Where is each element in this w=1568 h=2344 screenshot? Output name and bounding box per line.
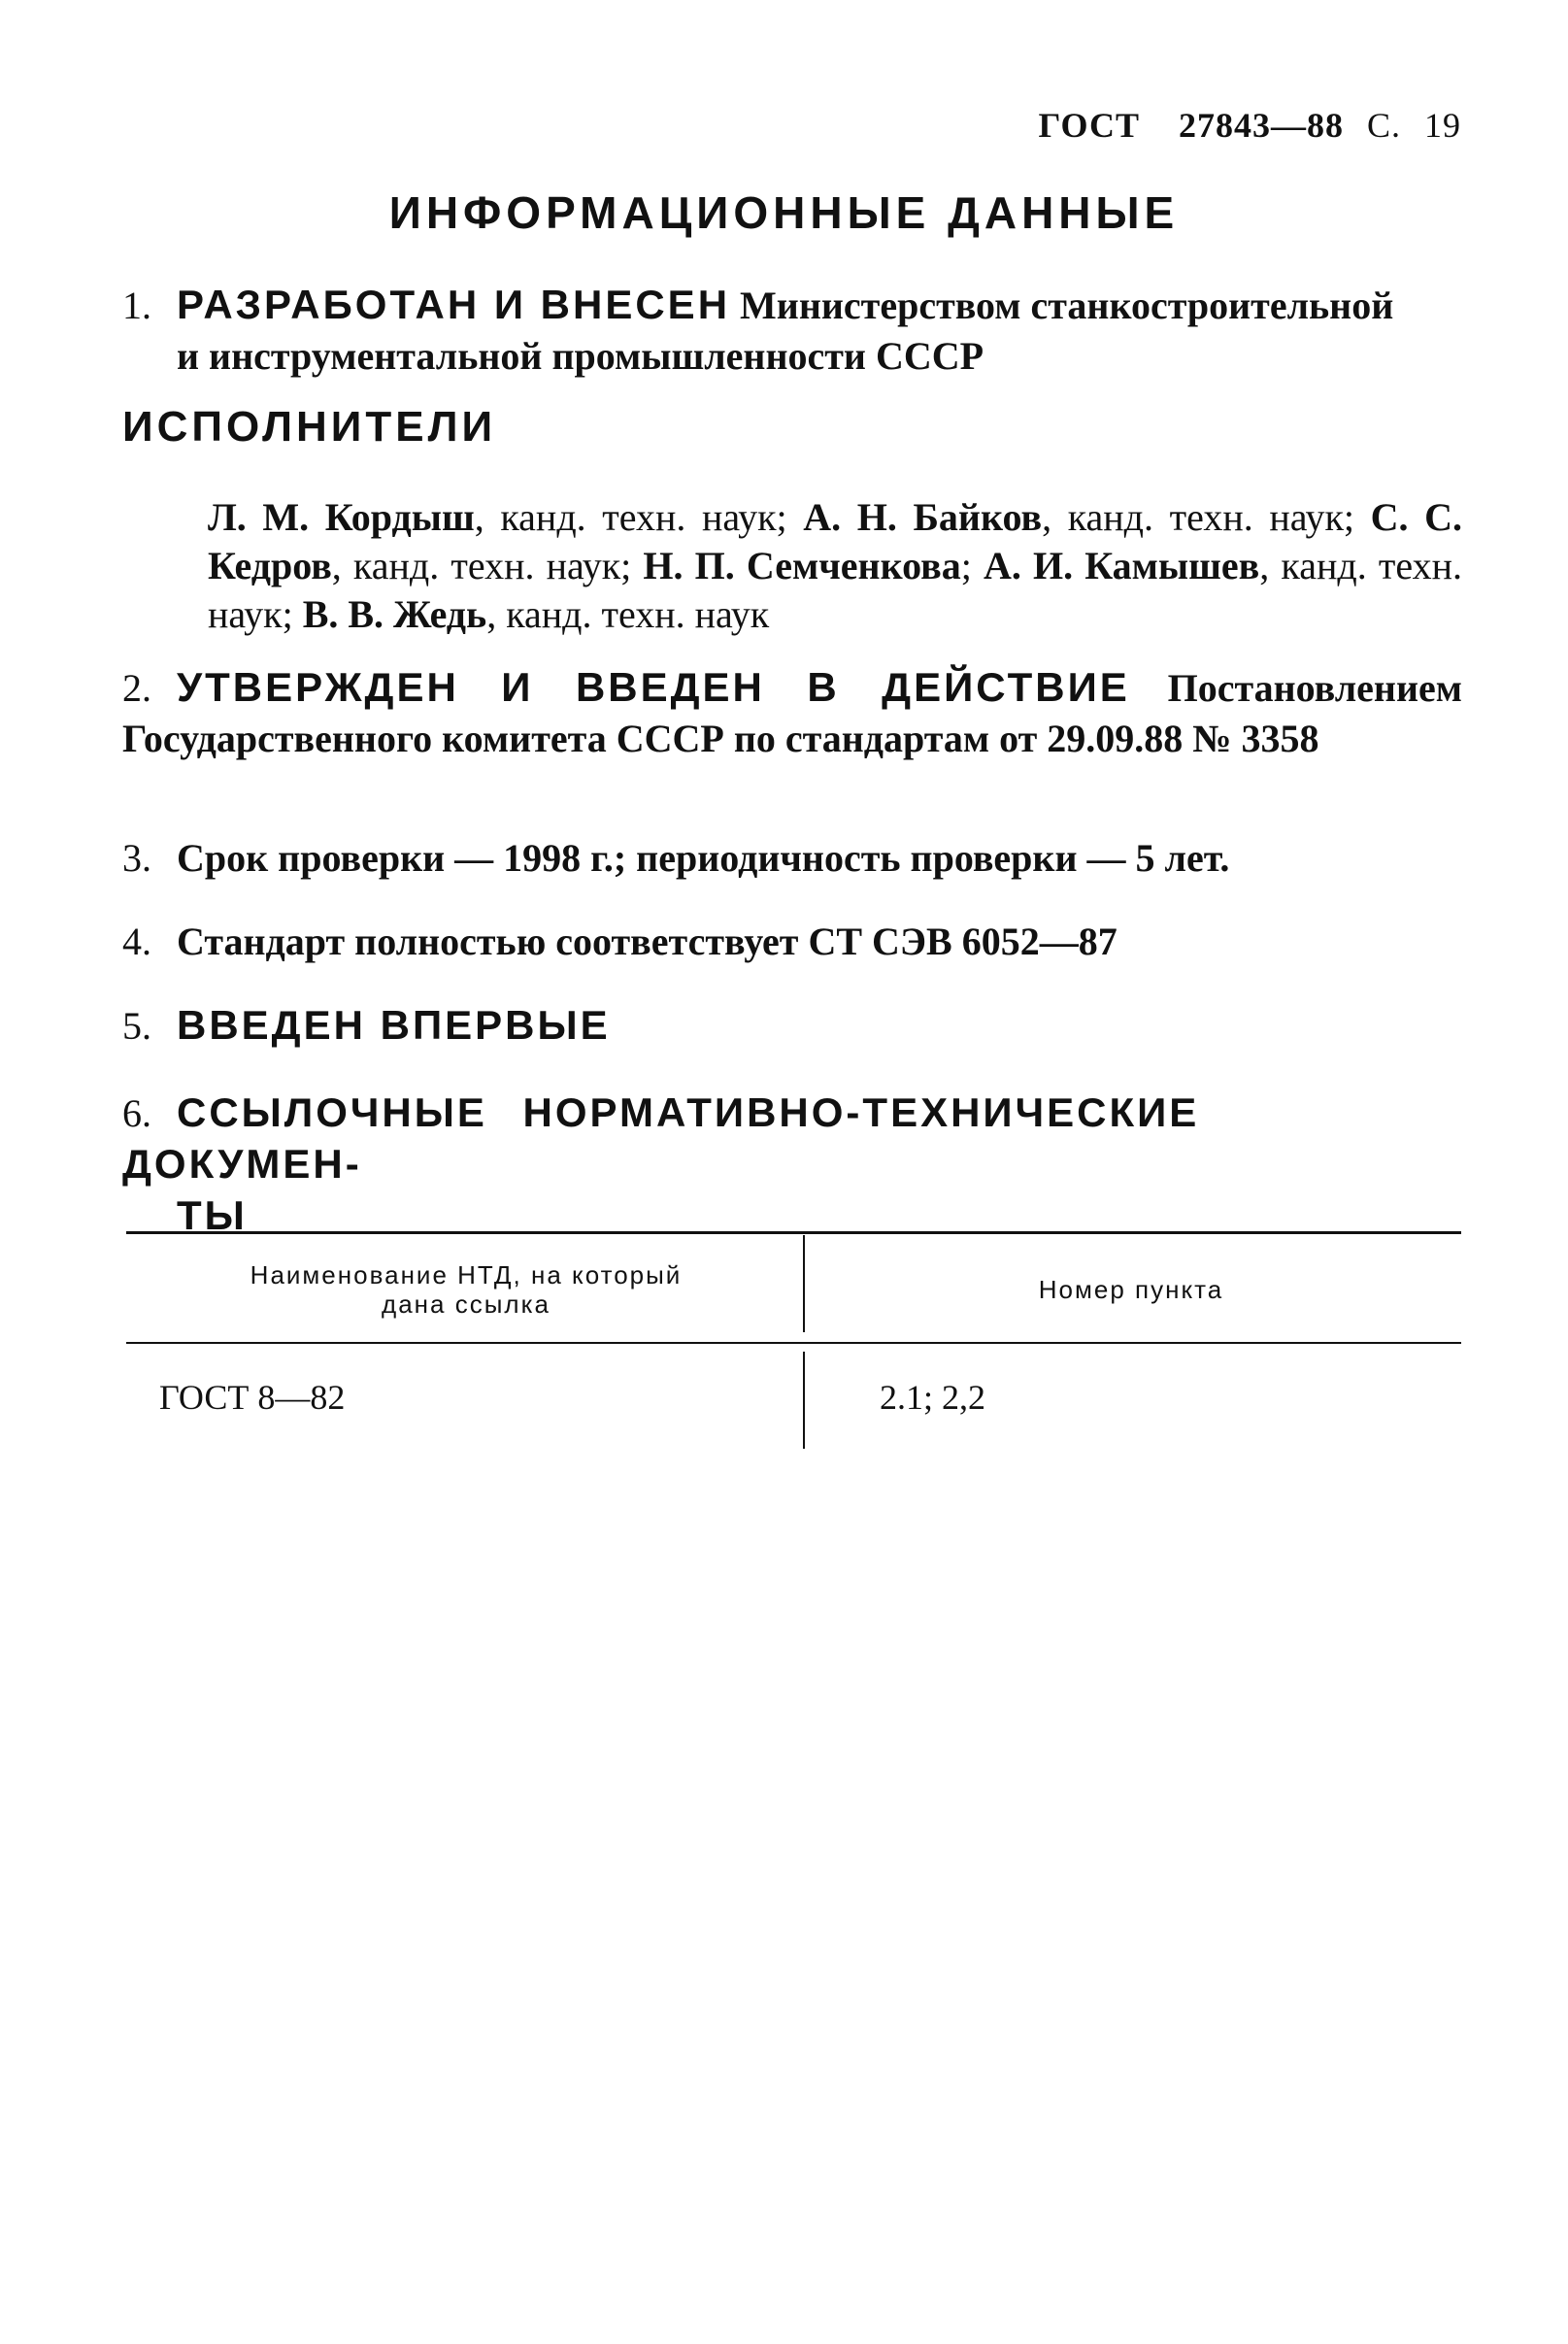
item-2-number: 2. [122, 666, 151, 710]
header-page-number: 19 [1424, 106, 1461, 145]
item-1-text-line2: и инструментальной промышленности СССР [177, 334, 984, 378]
table-cell-doc: ГОСТ 8—82 [159, 1378, 346, 1417]
item-2 [122, 662, 1462, 764]
item-6-caps-line1: ССЫЛОЧНЫЕ НОРМАТИВНО-ТЕХНИЧЕСКИЕ ДОКУМЕН- [122, 1089, 1200, 1187]
executor-suffix: , канд. техн. наук; [1042, 495, 1371, 539]
table-header-divider [803, 1235, 805, 1332]
executor-name: Н. П. Семченкова [643, 544, 961, 587]
executor-name: Л. М. Кордыш [208, 495, 475, 539]
item-4 [122, 917, 1462, 967]
table-header-clause: Номер пункта [1038, 1275, 1224, 1304]
header-standard: ГОСТ [1038, 106, 1140, 145]
page-header [1039, 105, 1461, 146]
header-page-prefix: С. [1366, 106, 1401, 145]
table-header-rule [126, 1342, 1461, 1344]
executor-name: А. Н. Байков [803, 495, 1043, 539]
page-title: ИНФОРМАЦИОННЫЕ ДАННЫЕ [388, 187, 1180, 238]
item-2-text: Постановлением Государственного комитета СССР по стандартам от 29.09.88 № 3358 [122, 666, 1463, 760]
executor-suffix: , канд. техн. наук; [208, 544, 1462, 636]
header-code: 27843—88 [1178, 106, 1344, 145]
executor-name: А. И. Камышев [983, 544, 1260, 587]
item-1 [122, 280, 1462, 382]
table-header-doc-line2: дана ссылка [382, 1289, 550, 1319]
table-body-divider [803, 1352, 805, 1449]
executor-suffix: , канд. техн. наук; [474, 495, 804, 539]
item-1-text-line1: Министерством станкостроительной [740, 284, 1394, 327]
executor-suffix: , канд. техн. наук [486, 592, 770, 636]
item-5-caps: ВВЕДЕН ВПЕРВЫЕ [177, 1002, 611, 1048]
table-top-rule [126, 1231, 1461, 1234]
item-4-text: Стандарт полностью соответствует СТ СЭВ 6052—87 [177, 920, 1118, 963]
item-3-number: 3. [122, 836, 151, 880]
executors-heading: ИСПОЛНИТЕЛИ [122, 403, 497, 451]
executor-name: С. С. Кедров [208, 495, 1462, 587]
executor-name: В. В. Жедь [302, 592, 487, 636]
executors-list [208, 493, 1462, 639]
executor-suffix: , канд. техн. наук; [331, 544, 644, 587]
item-3 [122, 833, 1462, 884]
item-3-text: Срок проверки — 1998 г.; периодичность проверки — 5 лет. [177, 836, 1230, 880]
item-1-number: 1. [122, 284, 151, 327]
item-2-caps: УТВЕРЖДЕН И ВВЕДЕН В ДЕЙСТВИЕ [177, 664, 1130, 710]
item-6-caps-line2: ТЫ [177, 1192, 248, 1238]
item-5-number: 5. [122, 1004, 151, 1048]
item-1-caps: РАЗРАБОТАН И ВНЕСЕН [177, 282, 731, 327]
item-4-number: 4. [122, 920, 151, 963]
item-5 [122, 1000, 1462, 1052]
item-6-number: 6. [122, 1091, 151, 1135]
table-header-doc [146, 1260, 786, 1319]
item-6 [122, 1088, 1462, 1241]
table-header-doc-line1: Наименование НТД, на который [250, 1260, 683, 1289]
table-cell-clause: 2.1; 2,2 [880, 1378, 986, 1417]
executor-suffix: ; [960, 544, 984, 587]
